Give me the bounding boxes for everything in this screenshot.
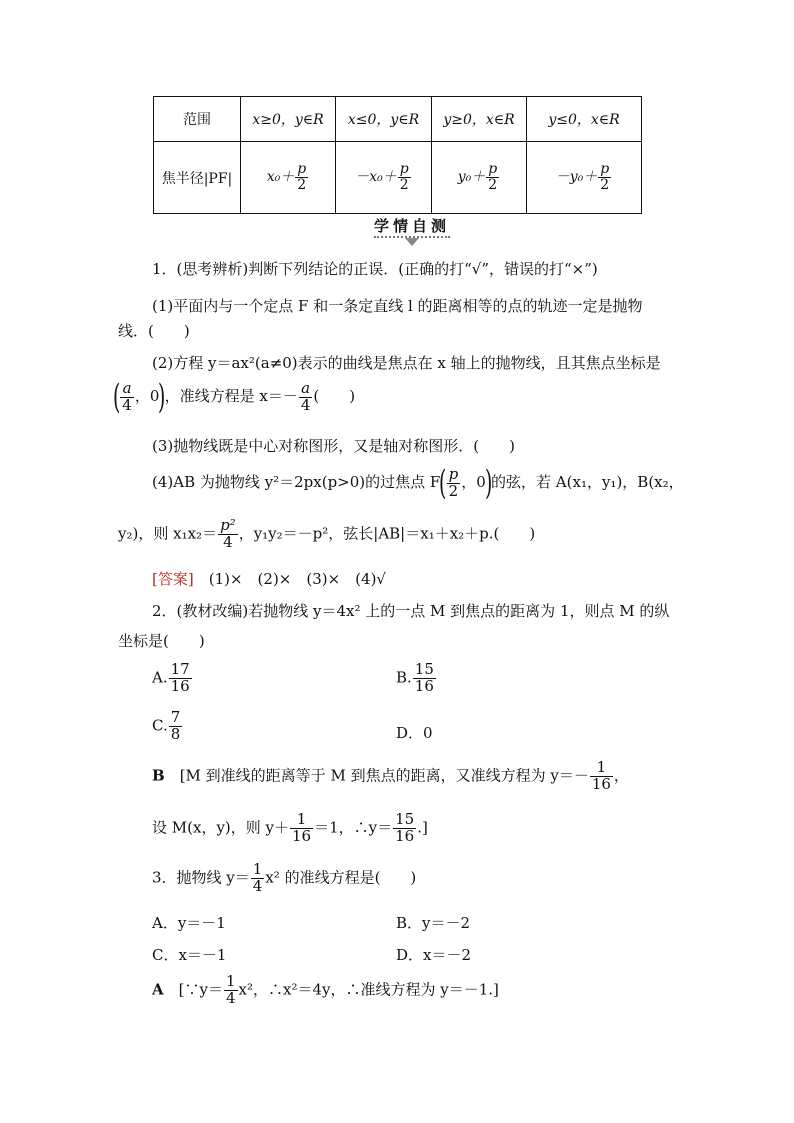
q1-intro: 1．(思考辨析)判断下列结论的正误．(正确的打“√”，错误的打“×”) <box>152 260 598 278</box>
q3-option-b: B．y＝－2 <box>396 914 471 932</box>
down-arrow-icon <box>405 238 419 246</box>
q3-stem: 3．抛物线 y＝ $\frac{1}{4}$ x² 的准线方程是( ) <box>152 860 417 895</box>
q2-option-c: C. $\frac{7}{8}$ <box>152 708 181 743</box>
table-cell: －y₀＋ $\frac{p}{2}$ <box>527 142 642 214</box>
q2-option-a: A. $\frac{17}{16}$ <box>152 660 190 695</box>
q1-s3: (3)抛物线既是中心对称图形，又是轴对称图形．( ) <box>152 437 515 455</box>
table-cell: x₀＋ $\frac{p}{2}$ <box>241 142 336 214</box>
q2-solution-line1: B [M 到准线的距离等于 M 到焦点的距离，又准线方程为 y＝－ $\frac{1}{16}$ ， <box>152 758 629 793</box>
parabola-property-table <box>153 96 642 214</box>
q2-solution-line2: 设 M(x，y)，则 y＋ $\frac{1}{16}$ ＝1，∴y＝ $\frac{15}{16}$ .] <box>152 810 428 845</box>
q1-s4-line1: (4)AB 为抛物线 y²＝2px(p>0)的过焦点 F( $\frac{p}{2}$ ，0)的弦，若 A(x₁，y₁)，B(x₂， <box>152 463 684 503</box>
q1-s2-line2: ( $\frac{a}{4}$ ，0)，准线方程是 x＝－ $\frac{a}{4}$ ( ) <box>112 377 356 417</box>
table-cell: y≥0，x∈R <box>432 97 527 142</box>
q1-s1-line1: (1)平面内与一个定点 F 和一条定直线 l 的距离相等的点的轨迹一定是抛物 <box>152 297 643 315</box>
table-header-range: 范围 <box>154 97 241 142</box>
q2-option-d: D．0 <box>396 724 433 742</box>
table-cell: －x₀＋ $\frac{p}{2}$ <box>336 142 432 214</box>
q1-s2-line1: (2)方程 y＝ax²(a≠0)表示的曲线是焦点在 x 轴上的抛物线，且其焦点坐标是 <box>152 354 661 372</box>
table-cell: y≤0，x∈R <box>527 97 642 142</box>
table-header-focal-radius: 焦半径|PF| <box>154 142 241 214</box>
q3-option-d: D．x＝－2 <box>396 946 472 964</box>
q2-stem-line1: 2．(教材改编)若抛物线 y＝4x² 上的一点 M 到焦点的距离为 1，则点 M 的纵 <box>152 602 670 620</box>
q3-option-c: C．x＝－1 <box>152 946 227 964</box>
q3-option-a: A．y＝－1 <box>152 914 226 932</box>
q1-s1-line2: 线．( ) <box>118 322 190 340</box>
answer-label: [答案] <box>152 570 194 588</box>
q2-stem-line2: 坐标是( ) <box>118 632 205 650</box>
table-cell: x≥0，y∈R <box>241 97 336 142</box>
q1-s4-line2: y₂)，则 x₁x₂＝ $\frac{\text{p²}}{4}$ ，y₁y₂＝－p²，弦长|AB|＝x₁＋x₂＋p.( ) <box>118 516 536 551</box>
table-cell: x≤0，y∈R <box>336 97 432 142</box>
q1-answer: [答案] (1)× (2)× (3)× (4)√ <box>152 570 386 588</box>
q3-solution: A [∵y＝ $\frac{1}{4}$ x²，∴x²＝4y，∴准线方程为 y＝－1.] <box>152 972 499 1007</box>
table-cell: y₀＋ $\frac{p}{2}$ <box>432 142 527 214</box>
section-title: 学情自测 <box>372 215 452 237</box>
q2-option-b: B. $\frac{15}{16}$ <box>396 660 434 695</box>
